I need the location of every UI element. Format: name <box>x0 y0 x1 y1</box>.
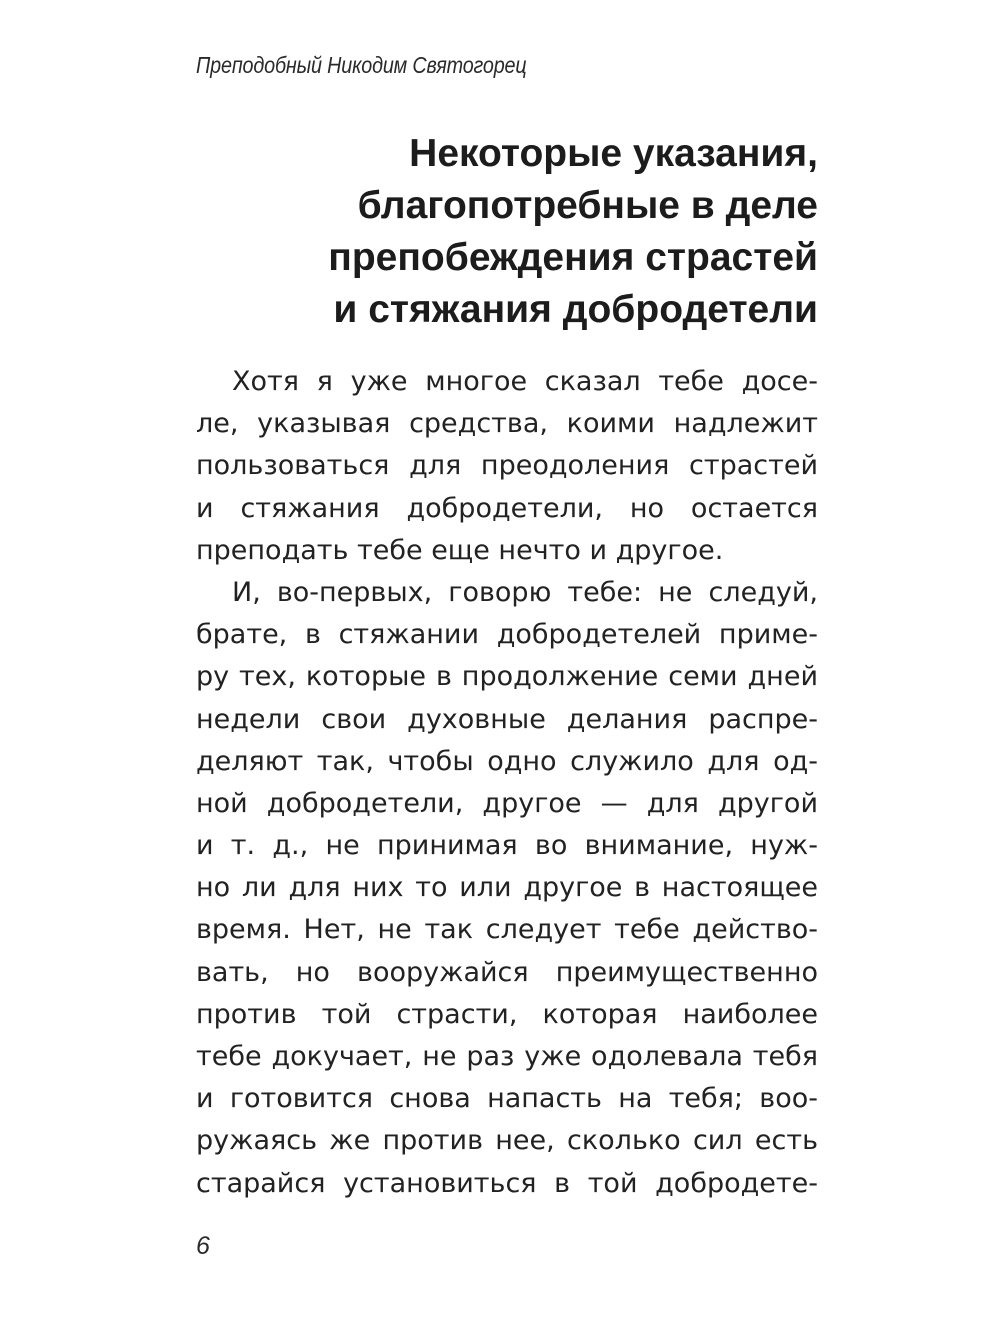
page-number: 6 <box>196 1232 210 1260</box>
body-line: вать, но вооружайся преимущественно <box>196 956 818 988</box>
body-line: пользоваться для преодоления страстей <box>196 450 818 482</box>
body-line: но ли для них то или другое в настоящее <box>196 872 818 904</box>
body-line: И, во-первых, говорю тебе: не следуй, <box>232 576 818 608</box>
body-line: преподать тебе еще нечто и другое. <box>196 534 724 566</box>
body-line: время. Нет, не так следует тебе действо- <box>196 914 818 946</box>
body-line: и т. д., не принимая во внимание, нуж- <box>196 830 818 862</box>
body-line: брате, в стяжании добродетелей приме- <box>196 619 818 651</box>
body-line: против той страсти, которая наиболее <box>196 998 818 1030</box>
chapter-title-line: препобеждения страстей <box>328 236 818 279</box>
chapter-title-line: благопотребные в деле <box>357 184 818 227</box>
body-line: ру тех, которые в продолжение семи дней <box>196 661 818 693</box>
chapter-title-line: Некоторые указания, <box>409 132 818 175</box>
body-line: ной добродетели, другое — для другой <box>196 787 818 819</box>
body-line: деляют так, чтобы одно служило для од- <box>196 745 818 777</box>
body-line: Хотя я уже многое сказал тебе досе- <box>232 366 818 397</box>
body-line: недели свои духовные делания распре- <box>196 703 818 735</box>
body-line: и готовится снова напасть на тебя; воо- <box>196 1083 818 1115</box>
body-text <box>196 361 818 1205</box>
body-line: ружаясь же против нее, сколько сил есть <box>196 1125 818 1157</box>
chapter-title <box>178 128 818 336</box>
body-line: и стяжания добродетели, но остается <box>196 492 818 524</box>
body-line: ле, указывая средства, коими надлежит <box>196 408 818 440</box>
running-head: Преподобный Никодим Святогорец <box>196 52 527 78</box>
body-line: старайся установиться в той добродете- <box>196 1167 818 1199</box>
chapter-title-line: и стяжания добродетели <box>333 288 818 331</box>
body-line: тебе докучает, не раз уже одолевала тебя <box>196 1041 818 1072</box>
